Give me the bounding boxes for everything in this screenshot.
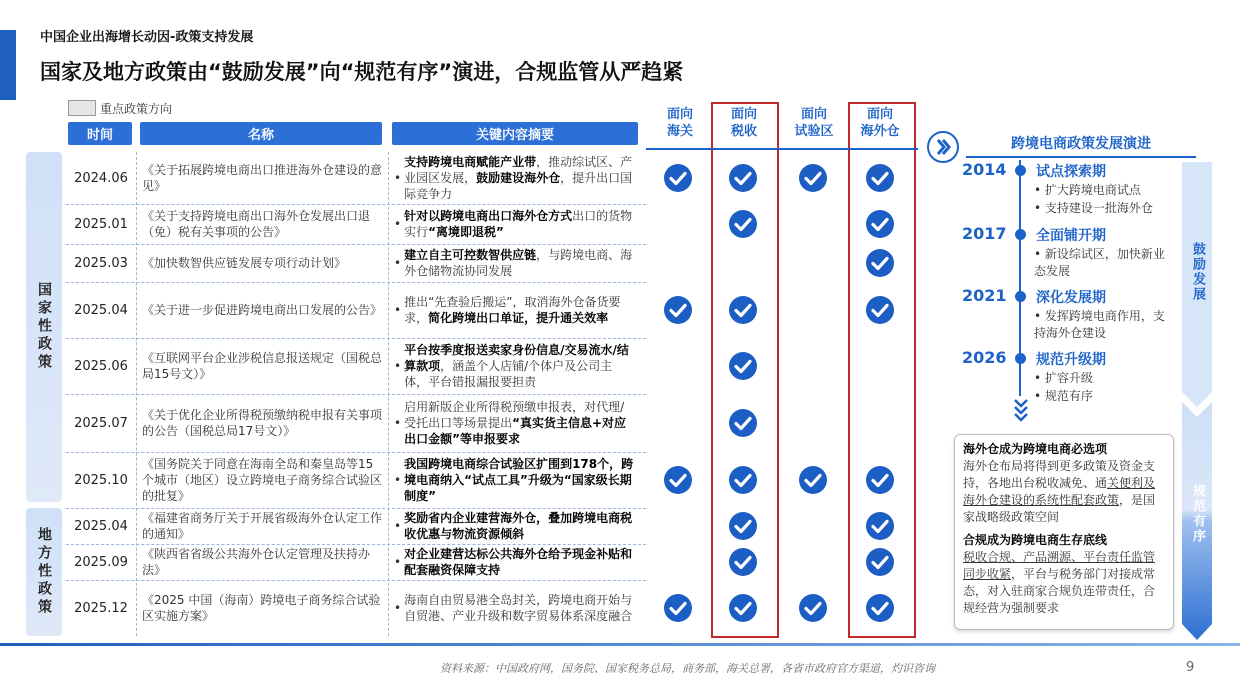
row-date: 2025.01 (74, 216, 128, 232)
timeline-dot (1015, 291, 1026, 302)
group-label-local (26, 508, 62, 636)
row-policy-name: 《2025 中国（海南）跨境电子商务综合试验区实施方案》 (142, 593, 381, 623)
stage-bullet: • 发挥跨境电商作用，支持海外仓建设 (1034, 309, 1165, 340)
evolution-title: 跨境电商政策发展演进 (966, 130, 1196, 158)
row-date: 2025.10 (74, 472, 128, 488)
title-accent-bar (0, 30, 16, 100)
check-icon (728, 511, 758, 541)
row-key-summary: • 建立自主可控数智供应链，与跨境电商、海外仓储物流协同发展 (394, 248, 633, 278)
check-icon (728, 408, 758, 438)
stage-year: 2017 (962, 224, 1007, 243)
side-label-encourage: 鼓励发展 (1190, 242, 1205, 302)
row-key-summary: • 支持跨境电商赋能产业带，推动综试区、产业园区发展，鼓励建设海外仓，提升出口国际竞争力 (394, 155, 633, 201)
table-row (66, 544, 646, 581)
row-date: 2025.12 (74, 600, 128, 616)
check-icon (865, 593, 895, 623)
source-note: 资料来源：中国政府网，国务院、国家税务总局，商务部，海关总署，各省市政府官方渠道，灼识咨询 (440, 662, 935, 675)
check-col-header-pilot-zone: 面向 试验区 (794, 107, 834, 139)
stage-name: 全面铺开期 (1036, 228, 1106, 244)
check-icon (865, 511, 895, 541)
row-policy-name: 《关于拓展跨境电商出口推进海外仓建设的意见》 (142, 163, 383, 193)
row-policy-name: 《加快数智供应链发展专项行动计划》 (142, 256, 347, 270)
column-header-time: 时间 (68, 122, 132, 145)
row-policy-name: 《关于支持跨境电商出口海外仓发展出口退（免）税有关事项的公告》 (142, 209, 371, 239)
stage-bullet: • 新设综试区，加快新业态发展 (1034, 247, 1165, 278)
check-icon (728, 547, 758, 577)
row-date: 2025.06 (74, 358, 128, 374)
timeline-dot (1015, 353, 1026, 364)
check-icon (865, 163, 895, 193)
check-icon (798, 593, 828, 623)
stage-name: 深化发展期 (1036, 290, 1106, 306)
timeline-dot (1015, 165, 1026, 176)
progress-arrow-icon (1182, 162, 1212, 640)
row-key-summary: • 推出“先查验后搬运”，取消海外仓备货要求，简化跨境出口单证，提升通关效率 (394, 295, 621, 325)
page-number: 9 (1186, 660, 1195, 675)
check-icon (865, 209, 895, 239)
row-key-summary: • 我国跨境电商综合试验区扩围到178个，跨境电商纳入“试点工具”升级为“国家级长期制度” (394, 457, 634, 503)
row-key-summary: • 平台按季度报送卖家身份信息/交易流水/结算款项，涵盖个人店铺/个体户及公司主体，平台错报漏报要担责 (394, 343, 629, 389)
check-icon (865, 547, 895, 577)
row-policy-name: 《关于优化企业所得税预缴纳税申报有关事项的公告（国税总局17号文）》 (142, 408, 383, 438)
table-row (66, 282, 646, 339)
row-date: 2025.07 (74, 415, 128, 431)
row-key-summary: • 奖励省内企业建营海外仓，叠加跨境电商税收优惠与物流资源倾斜 (394, 511, 633, 541)
stage-bullet: • 扩容升级 (1034, 371, 1093, 385)
check-icon (865, 248, 895, 278)
table-row (66, 338, 646, 395)
group-label-national-text: 国家性政策 (36, 282, 52, 372)
check-col-header-warehouse: 面向 海外仓 (860, 107, 900, 139)
check-icon (663, 163, 693, 193)
row-key-summary: • 针对以跨境电商出口海外仓方式出口的货物实行“离境即退税” (394, 209, 633, 239)
check-header-divider (646, 148, 918, 150)
table-row (66, 204, 646, 245)
insight-note (954, 434, 1174, 630)
check-icon (865, 465, 895, 495)
check-icon (798, 163, 828, 193)
check-icon (663, 295, 693, 325)
row-policy-name: 《国务院关于同意在海南全岛和秦皇岛等15个城市（地区）设立跨境电子商务综合试验区的批复》 (142, 457, 383, 503)
check-icon (728, 465, 758, 495)
double-chevron-down-icon (1012, 396, 1030, 426)
column-header-name: 名称 (140, 122, 382, 145)
row-date: 2025.03 (74, 255, 128, 271)
row-key-summary: • 对企业建营达标公共海外仓给予现金补贴和配套融资保障支持 (394, 547, 633, 577)
row-policy-name: 《关于进一步促进跨境电商出口发展的公告》 (142, 303, 383, 317)
row-policy-name: 《陕西省省级公共海外仓认定管理及扶持办法》 (142, 547, 371, 577)
stage-name: 试点探索期 (1036, 164, 1106, 180)
stage-year: 2026 (962, 348, 1007, 367)
row-date: 2025.04 (74, 302, 128, 318)
check-icon (728, 593, 758, 623)
legend-swatch (68, 100, 96, 116)
check-col-header-tax: 面向 税收 (730, 107, 757, 139)
footer-divider (0, 643, 1240, 646)
stage-year: 2014 (962, 160, 1007, 179)
table-row (66, 394, 646, 453)
check-icon (728, 209, 758, 239)
stage-bullet: • 支持建设一批海外仓 (1034, 201, 1153, 215)
timeline-dot (1015, 229, 1026, 240)
stage-year: 2021 (962, 286, 1007, 305)
chevron-right-icon (926, 130, 960, 164)
section-subtitle: 中国企业出海增长动因-政策支持发展 (40, 30, 254, 45)
insight-body-warehouse: 海外仓布局将得到更多政策及资金支持，各地出台税收减免、通关便利及海外仓建设的系统性配套政策，是国家战略级政策空间 (963, 459, 1156, 524)
legend-label: 重点政策方向 (100, 102, 173, 116)
check-col-header-customs: 面向 海关 (666, 107, 693, 139)
table-row (66, 244, 646, 283)
check-icon (663, 465, 693, 495)
check-icon (728, 351, 758, 381)
check-icon (865, 295, 895, 325)
table-row (66, 508, 646, 545)
table-row (66, 580, 646, 636)
stage-bullet: • 规范有序 (1034, 389, 1093, 403)
row-key-summary: • 启用新版企业所得税预缴申报表，对代理/受托出口等场景提出“真实货主信息+对应出口金额”等申报要求 (394, 400, 627, 446)
row-policy-name: 《互联网平台企业涉税信息报送规定（国税总局15号文）》 (142, 351, 383, 381)
column-separator (388, 152, 389, 636)
row-date: 2025.09 (74, 554, 128, 570)
insight-title-compliance: 合规成为跨境电商生存底线 (963, 533, 1108, 547)
column-header-key: 关键内容摘要 (392, 122, 638, 145)
row-policy-name: 《福建省商务厅关于开展省级海外仓认定工作的通知》 (142, 511, 383, 541)
check-icon (663, 593, 693, 623)
group-label-national (26, 152, 62, 502)
column-separator (136, 152, 137, 636)
stage-name: 规范升级期 (1036, 352, 1106, 368)
check-icon (798, 465, 828, 495)
row-key-summary: • 海南自由贸易港全岛封关，跨境电商开始与自贸港、产业升级和数字贸易体系深度融合 (394, 593, 633, 623)
insight-title-warehouse: 海外仓成为跨境电商必选项 (963, 442, 1108, 456)
table-row (66, 152, 646, 205)
check-icon (728, 163, 758, 193)
group-label-local-text: 地方性政策 (36, 527, 52, 617)
page-title: 国家及地方政策由“鼓励发展”向“规范有序”演进，合规监管从严趋紧 (40, 60, 684, 84)
row-date: 2024.06 (74, 170, 128, 186)
side-label-regulate: 规范有序 (1190, 484, 1205, 544)
check-icon (728, 295, 758, 325)
insight-body-compliance: 税收合规、产品溯源、平台责任监管同步收紧，平台与税务部门对接成常态，对入驻商家合规负连带责任，合规经营为强制要求 (963, 550, 1156, 615)
stage-bullet: • 扩大跨境电商试点 (1034, 183, 1141, 197)
row-date: 2025.04 (74, 518, 128, 534)
table-row (66, 452, 646, 509)
